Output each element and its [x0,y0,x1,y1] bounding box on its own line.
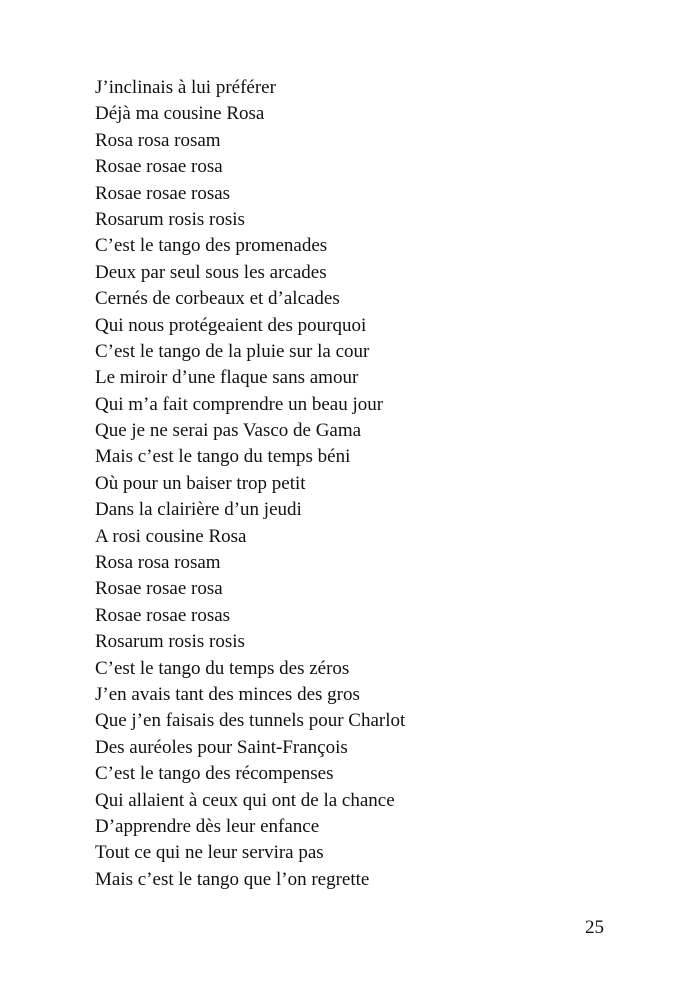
poem-line: A rosi cousine Rosa [95,525,247,547]
poem-line: Tout ce qui ne leur servira pas [95,842,324,864]
poem-text [95,75,405,893]
poem-line: Rosarum rosis rosis [95,631,245,653]
poem-line: D’apprendre dès leur enfance [95,815,320,837]
poem-line: Rosae rosae rosa [95,156,223,178]
poem-line: Que j’en faisais des tunnels pour Charlot [95,710,406,732]
poem-line: Que je ne serai pas Vasco de Gama [95,420,362,442]
page-number: 25 [585,917,604,938]
poem-line: J’inclinais à lui préférer [95,77,276,98]
poem-line: Le miroir d’une flaque sans amour [95,367,359,389]
poem-line: Rosae rosae rosas [95,604,231,626]
poem-line: Cernés de corbeaux et d’alcades [95,288,340,310]
poem-line: C’est le tango du temps des zéros [95,657,350,679]
poem-line: J’en avais tant des minces des gros [95,683,360,705]
poem-line: Qui allaient à ceux qui ont de la chance [95,789,395,811]
poem-line: Rosa rosa rosam [95,552,221,574]
poem-line: C’est le tango de la pluie sur la cour [95,340,370,362]
poem-line: C’est le tango des promenades [95,235,328,257]
poem-line: Mais c’est le tango du temps béni [95,446,351,468]
poem-line: Rosae rosae rosa [95,578,223,600]
poem-line: Qui m’a fait comprendre un beau jour [95,393,384,415]
poem-line: Mais c’est le tango que l’on regrette [95,868,370,890]
poem-line: Déjà ma cousine Rosa [95,103,265,125]
poem-line: Rosarum rosis rosis [95,208,245,230]
poem-line: C’est le tango des récompenses [95,763,334,785]
poem-line: Rosa rosa rosam [95,129,221,151]
poem-line: Rosae rosae rosas [95,182,231,204]
poem-line: Dans la clairière d’un jeudi [95,499,302,521]
poem-line: Où pour un baiser trop petit [95,472,306,494]
poem-line: Des auréoles pour Saint-François [95,736,348,758]
poem-line: Qui nous protégeaient des pourquoi [95,314,367,336]
poem-line: Deux par seul sous les arcades [95,261,327,283]
